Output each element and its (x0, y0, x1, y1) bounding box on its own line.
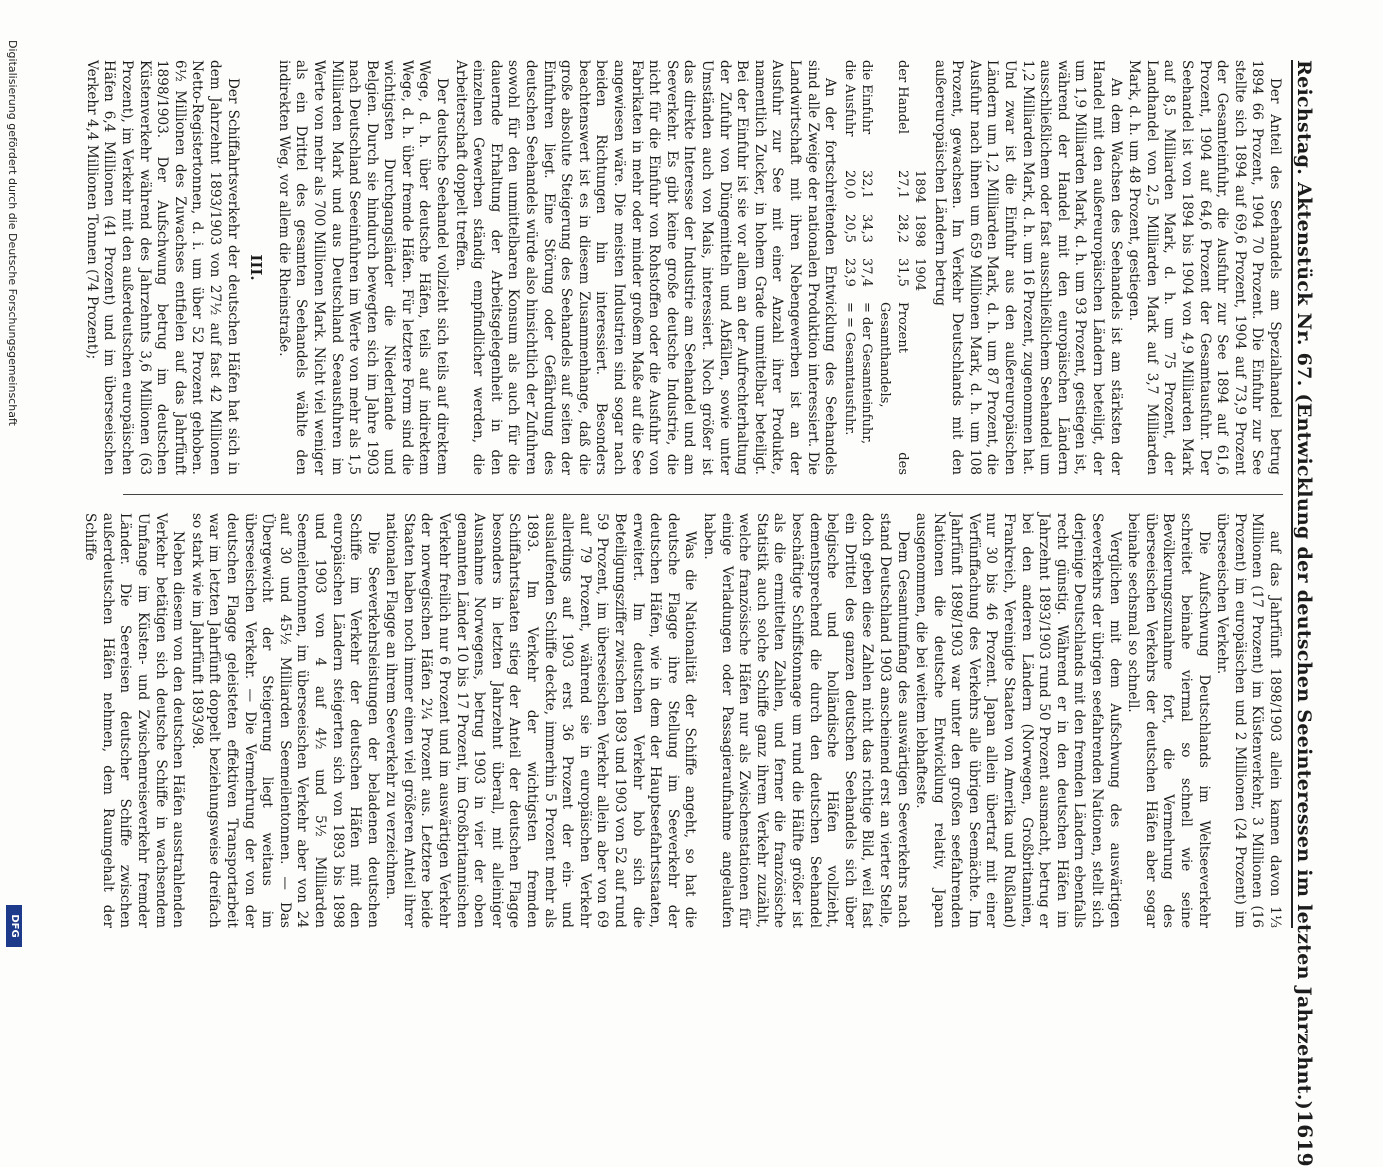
stat-year: 1894 (912, 170, 928, 204)
dfg-logo: DFG (6, 905, 22, 947)
stat-value: 27,1 (894, 170, 910, 199)
stat-row-handel (875, 60, 910, 475)
stat-value: 31,5 (894, 258, 910, 287)
paragraph: Was die Nationalität der Schiffe angeht, so hat die deutsche Flagge ihre Stellung im Seeverkehr der deutschen Häfen, wie in dem der Hauptseefahrtsstaaten, erweitert. Im deutschen Verkehr hob sich die Beteiligungsziffer zwischen 1893 und 1903 von 52 auf rund 59 Prozent, im überseeischen Verkehr allein aber von 69 auf 79 Prozent, während sie in europäischen Verkehr allerdings auf 1903 erst 36 Prozent der ein- und auslaufenden Schiffe deckte, immerhin 5 Prozent mehr als 1893. Im Verkehr der wichtigsten fremden Schiffahrtstaaten stieg der Anteil der deutschen Flagge besonders in letzten Jahrzehnt überall, mit alleiniger Ausnahme Norwegens, betrug 1903 in vier der oben genannten Länder 10 bis 17 Prozent, im Großbritannischen Verkehr freilich nur 6 Prozent und im auswärtigen Verkehr der norwegischen Häfen 2¼ Prozent aus. Letztere beide Staaten haben noch immer einen viel größeren Anteil ihrer nationalen Flagge an ihrem Seeverkehr zu verzeichnen. (383, 513, 699, 928)
section-heading: III. (247, 254, 266, 281)
stat-label: die Ausfuhr (841, 60, 857, 137)
stat-row-ausfuhr (840, 60, 858, 475)
stat-value: 37,4 (859, 258, 875, 287)
paragraph: Der Anteil des Seehandels am Spezialhandel betrug 1894 66 Prozent, 1904 70 Prozent. Die Einfuhr zur See stellte sich 1894 auf 69,6 Prozent, 1904 auf 73,9 Prozent der Gesamteinfuhr, die Ausfuhr zur See 1894 auf 61,6 Prozent, 1904 auf 64,6 Prozent der Gesamtausfuhr. Der Seehandel ist von 1894 bis 1904 von 4,9 Milliarden Mark auf 8,5 Milliarden Mark, d. h. um 75 Prozent, der Landhandel von 2,5 Milliarden Mark auf 3,7 Milliarden Mark, d. h. um 48 Prozent, gestiegen. (1126, 60, 1283, 475)
column-divider (123, 494, 1283, 495)
page-footer (0, 0, 101, 1000)
stat-years-row (911, 60, 929, 475)
page-header (1291, 60, 1327, 1167)
paragraph: An dem Wachsen des Seehandels ist am stärksten der Handel mit den außereuropäischen Ländern beteiligt, der um 1,9 Milliarden Mark, d. h. um 93 Prozent, gestiegen ist, während der Handel mit den europäischen Ländern ausschließlichem oder fast ausschließlichem Seehandel um 1,2 Milliarden Mark, d. h. um 16 Prozent, zugenommen hat. Und zwar ist die Einfuhr aus den außereuropäischen Ländern um 1,2 Milliarden Mark, d. h. um 87 Prozent, die Ausfuhr nach ihnen um 659 Millionen Mark, d. h. um 108 Prozent, gewachsen. Im Verkehr Deutschlands mit den außereuropäischen Ländern betrug (931, 60, 1124, 475)
stat-label: der Handel (894, 60, 910, 134)
paragraph: Der deutsche Seehandel vollzieht sich teils auf direktem Wege, d. h. über deutsche Häfen, teils auf indirektem Wege, d. h. über fremde Häfen. Für letztere Form sind die wichtigsten Durchgangsländer die Niederlande und Belgien. Durch sie hindurch bewegten sich im Jahre 1903 nach Deutschland Seeeinfuhren im Werte von mehr als 1,5 Milliarden Mark und aus Deutschland Seeausfuhren im Werte von mehr als 700 Millionen Mark. Nicht viel weniger als ein Drittel des gesamten Seehandels wählte den indirekten Weg, vor allem die Rheinstraße. (275, 60, 451, 475)
page-number: 1619 (1293, 1110, 1317, 1167)
paragraph: Dem Gesamtumfang des auswärtigen Seeverkehrs nach stand Deutschland 1903 anscheinend erst an vierter Stelle, doch geben diese Zahlen nicht das richtige Bild, weil fast ein Drittel des ganzen deutschen Seehandels sich über belgische und holländische Häfen vollzieht, dementsprechend die durch den deutschen Seehandel beschäftigte Schiffstonnage um rund die Hälfte größer ist als die ermittelten Zahlen, und ferner die französische Statistik auch solche Schiffe ganz ihrem Verkehr zuzählt, welche französische Häfen nur als Zwischenstationen für einige Verladungen oder Passagieraufnahme angelaufen haben. (701, 513, 911, 928)
digitization-credit: Digitalisierung gefördert durch die Deutsche Forschungsgemeinschaft (6, 40, 19, 426)
stat-year: 1904 (912, 258, 928, 292)
paragraph: Verglichen mit dem Aufschwung des auswärtigen Seeverkehrs der übrigen seefahrenden Nationen, stellt sich derjenige Deutschlands mit den fremden Ländern ebenfalls recht günstig. Während er in den deutschen Häfen im Jahrzehnt 1893/1903 rund 50 Prozent ausmacht, betrug er bei den anderen Ländern (Norwegen, Großbritannien, Frankreich, Vereinigte Staaten von Amerika und Rußland) nur 30 bis 46 Prozent. Japan allein übertraf mit einer Verfünffachung des Verkehrs alle übrigen Seemächte. Im Jahrfünft 1898/1903 war unter den großen seefahrenden Nationen die deutsche Entwicklung relativ, Japan ausgenommen, die bei weitem lebhafteste. (913, 513, 1123, 928)
stat-row-einfuhr (858, 60, 876, 475)
stat-value: 20,0 (841, 170, 857, 199)
paragraph: An der fortschreitenden Entwicklung des Seehandels sind alle Zweige der nationalen Produktion interessiert. Die Landwirtschaft mit ihren Nebengewerben ist an der Ausfuhr zur See mit einer Anzahl ihrer Produkte, namentlich Zucker, in hohem Grade unmittelbar beteiligt. Bei der Einfuhr ist sie vor allem an der Aufrechterhaltung der Zufuhr von Düngemitteln und Abfällen, sowie unter Umständen auch von Mais, interessiert. Noch größer ist das direkte Interesse der Industrie am Seehandel und am Seeverkehr. Es gibt keine große deutsche Industrie, die nicht für die Einfuhr von Rohstoffen oder die Ausfuhr von Fabrikaten in mehr oder minder großem Maße auf die See angewiesen wäre. Die meisten Industrien sind sogar nach beiden Richtungen hin interessiert. Besonders beachtenswert ist es in diesem Zusammenhange, daß die große absolute Steigerung des Seehandels auf seiten der Einfuhren liegt. Eine Störung oder Gefährdung des deutschen Seehandels würde also hinsichtlich der Zufuhren sowohl für den unmittelbaren Konsum als auch für die dauernde Erhaltung der Arbeitsgelegenheit in den einzelnen Gewerben ständig empfindlicher werden, die Arbeiterschaft doppelt treffen. (452, 60, 839, 475)
stat-desc: Prozent des Gesamthandels, (876, 302, 910, 475)
right-column (82, 513, 1283, 928)
statistics-table (840, 60, 928, 475)
paragraph: Die Aufschwung Deutschlands im Weltseeverkehr schreitet beinahe viermal so schnell wie seine Bevölkerungszunahme fort, die Vermehrung des überseeischen Verkehrs der deutschen Häfen aber sogar beinahe sechsmal so schnell. (1125, 513, 1212, 928)
paragraph: Die Seeverkehrsleistungen der beladenen deutschen Schiffe im Verkehr der deutschen Häfen mit den europäischen Ländern steigerten sich von 1893 bis 1898 und 1903 von 4 auf 4½ und 5½ Milliarden Seemeilentonnen, im überseeischen Verkehr aber von 24 auf 30 und 45½ Milliarden Seemeilentonnen. — Das Übergewicht der Steigerung liegt weitaus im überseeischen Verkehr. — Die Vermehrung der von der deutschen Flagge geleisteten effektiven Transportarbeit war im letzten Jahrfünft doppelt beziehungsweise dreifach so stark wie im Jahrfünft 1893/98. (188, 513, 381, 928)
stat-value: 20,5 (841, 214, 857, 243)
stat-year: 1898 (912, 214, 928, 248)
stat-label: die Einfuhr (859, 60, 875, 135)
stat-desc: = = Gesamtausfuhr. (841, 302, 857, 436)
paragraph: Der Schiffahrtsverkehr der deutschen Häfen hat sich in dem Jahrzehnt 1893/1903 von 27½ auf fast 42 Millionen Netto-Registertonnen, d. i. um über 52 Prozent gehoben. 6½ Millionen des Zuwachses entfielen auf das Jahrfünft 1898/1903. Der Aufschwung betrug im deutschen Küstenverkehr während des Jahrzehnts 3,6 Millionen (63 Prozent), im Verkehr mit den außerdeutschen europäischen Häfen 6,4 Millionen (41 Prozent) und im überseeischen Verkehr 4,4 Millionen Tonnen (74 Prozent); (83, 60, 241, 475)
stat-value: 28,2 (894, 214, 910, 243)
stat-value: 34,3 (859, 214, 875, 243)
paragraph: Neben diesem von den deutschen Häfen ausstrahlenden Verkehr betätigen sich deutsche Schiffe in wachsendem Umfange im Küsten- und Zwischenreiseverkehr fremder Länder. Die Seereisen deutscher Schiffe zwischen außerdeutschen Häfen nehmen, dem Raumgehalt der Schiffe (82, 513, 187, 928)
stat-desc: = der Gesamteinfuhr, (859, 302, 875, 445)
stat-value: 23,9 (841, 258, 857, 287)
stat-value: 32,1 (859, 170, 875, 199)
paragraph: auf das Jahrfünft 1898/1903 allein kamen davon 1⅓ Millionen (17 Prozent) im Küstenverkehr, 3 Millionen (16 Prozent) im europäischen und 2 Millionen (24 Prozent) im überseeischen Verkehr. (1214, 513, 1283, 928)
page-title: Reichstag. Aktenstück Nr. 67. (Entwicklung der deutschen Seeinteressen im letzten Jahrzehnt.) (1293, 60, 1315, 1111)
left-column (83, 60, 1283, 475)
